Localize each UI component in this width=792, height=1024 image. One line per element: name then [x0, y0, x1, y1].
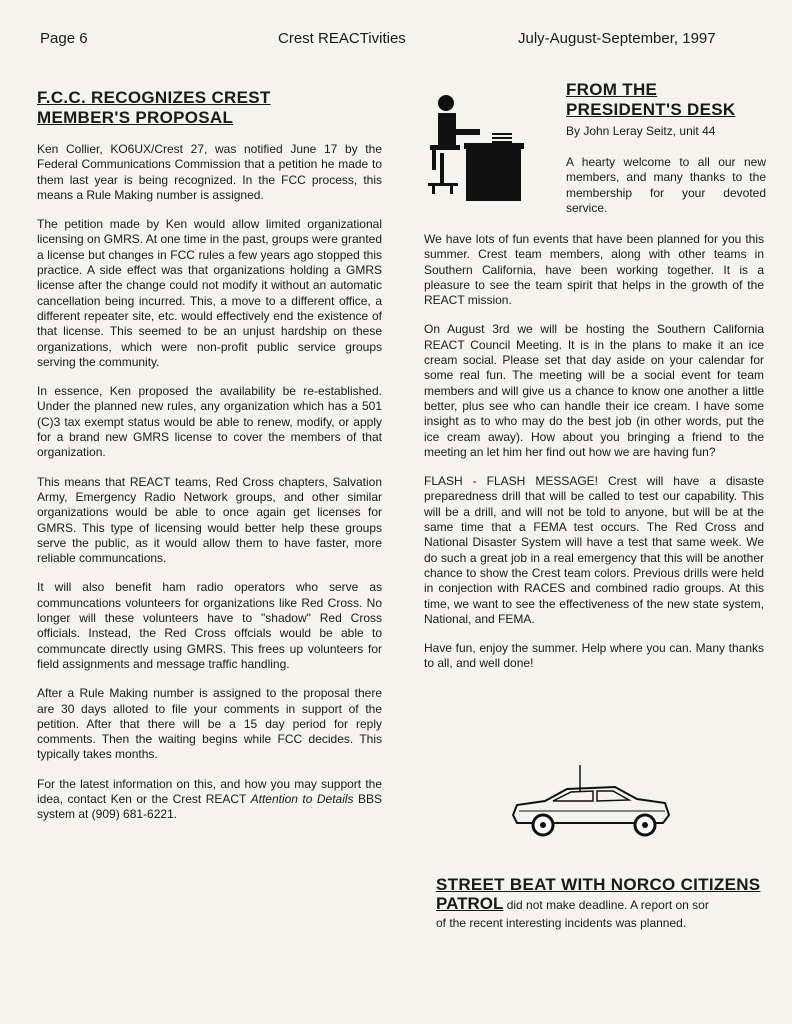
president-paragraph: On August 3rd we will be hosting the Southern California REACT Council Meeting. It is in the plans to make it an ice cream social. Please set that day aside on your calendar for some real fun. The meeting will be a social event for team members and will give us a chance to know one another a little better, plus see who can handle their ice cream. I have some insight as to who may do the best job (in other words, put the ice cream away). How about you bringing a friend to the meeting an let him her find out how we are having fun?: [424, 322, 764, 459]
fcc-paragraph: In essence, Ken proposed the availability be re-established. Under the planned new rules, any organization which has a 501 (C)3 tax exempt status would be able to renew, modify, or apply for a brand new GMRS license to cover the members of that organization.: [37, 384, 382, 460]
fcc-headline: [37, 88, 382, 128]
newsletter-title: Crest REACTivities: [278, 30, 406, 47]
fcc-last-start: For the latest information on this, and how you may support the idea, contact Ken or the Crest REACT: [37, 776, 382, 806]
fcc-paragraph: After a Rule Making number is assigned to the proposal there are 30 days alloted to file your comments in support of the petition. After that there will be a 15 day period for reply comments. Then the waiting begins while FCC decides. This typically takes months.: [37, 686, 382, 762]
fcc-paragraph: The petition made by Ken would allow limited organizational licensing on GMRS. At one time in the past, groups were granted a license but changes in FCC rules a few years ago stopped this practice. A side effect was that organizations holding a GMRS license after the change could not modify it without an automatic cancellation being incurred. This, a move to a different office, a different repeater site, etc. would effectively end the existence of that license. This seemed to be an unjust hardship on these organizations, which were non-profit public service groups serving the community.: [37, 217, 382, 369]
fcc-paragraph: Ken Collier, KO6UX/Crest 27, was notified June 17 by the Federal Communications Commission that a petition he made to them last year is being recognized. In the FCC process, this means a Rule Making number is assigned.: [37, 142, 382, 202]
bbs-name: Attention to Details: [250, 791, 354, 806]
fcc-article: [37, 88, 382, 837]
fcc-paragraph-last: [37, 777, 382, 823]
street-text-line2: of the recent interesting incidents was planned.: [436, 916, 687, 930]
president-article-intro: [566, 80, 766, 216]
president-paragraph: Have fun, enjoy the summer. Help where you can. Many thanks to all, and well done!: [424, 641, 764, 671]
president-headline-line1: FROM THE: [566, 80, 658, 99]
president-headline: [566, 80, 766, 120]
street-text: [436, 895, 776, 932]
street-text-rest: did not make deadline. A report on sor: [503, 898, 709, 912]
fcc-last-end: BBS system at (909) 681-6221.: [37, 791, 382, 822]
street-beat-article: [436, 875, 776, 932]
issue-date: July-August-September, 1997: [518, 30, 716, 47]
person-at-desk-icon: [426, 95, 526, 207]
president-paragraph: FLASH - FLASH MESSAGE! Crest will have a disaste preparedness drill that will be called to test our capability. This will be a drill, and will not be told to anyone, but will be at the same time that a FEMA test occurs. The Red Cross and National Disaster System will have a test that same week. We do such a great job in a real emergency that this will be another chance to show the Crest team colors. Previous drills were held in conjection with RACES and combined radio groups. At this time, we want to see the effectiveness of the new state system, National, and FEMA.: [424, 474, 764, 626]
patrol-car-icon: [505, 765, 675, 840]
fcc-headline-line1: F.C.C. RECOGNIZES CREST: [37, 88, 271, 107]
president-byline: By John Leray Seitz, unit 44: [566, 124, 716, 138]
street-headline-word: PATROL: [436, 894, 504, 913]
president-paragraph: We have lots of fun events that have been planned for you this summer. Crest team members, along with other teams in Southern California, have been working together. It is a pleasure to see the team spirit that helps in the growth of the REACT mission.: [424, 232, 764, 308]
president-article-body: [424, 232, 764, 686]
street-headline: STREET BEAT WITH NORCO CITIZENS: [436, 875, 761, 894]
fcc-headline-line2: MEMBER'S PROPOSAL: [37, 108, 234, 127]
fcc-paragraph: This means that REACT teams, Red Cross chapters, Salvation Army, Emergency Radio Network groups, and other similar organizations would be able to once again get licenses for GMRS. This type of licensing would better help these groups serve the public, as it would allow them to have faster, more reliable communcations.: [37, 474, 382, 566]
president-headline-line2: PRESIDENT'S DESK: [566, 100, 736, 119]
page-number: Page 6: [40, 30, 88, 47]
fcc-paragraph: It will also benefit ham radio operators who serve as communcations volunteers for organizations like Red Cross. No longer will these volunteers have to "shadow" Red Cross officials. Instead, the Red Cross offcials would be able to communcate directly using GMRS. This frees up volunteers for field assignments and message traffic handling.: [37, 580, 382, 671]
president-welcome: A hearty welcome to all our new members, and many thanks to the membership for your devoted service.: [566, 155, 766, 215]
